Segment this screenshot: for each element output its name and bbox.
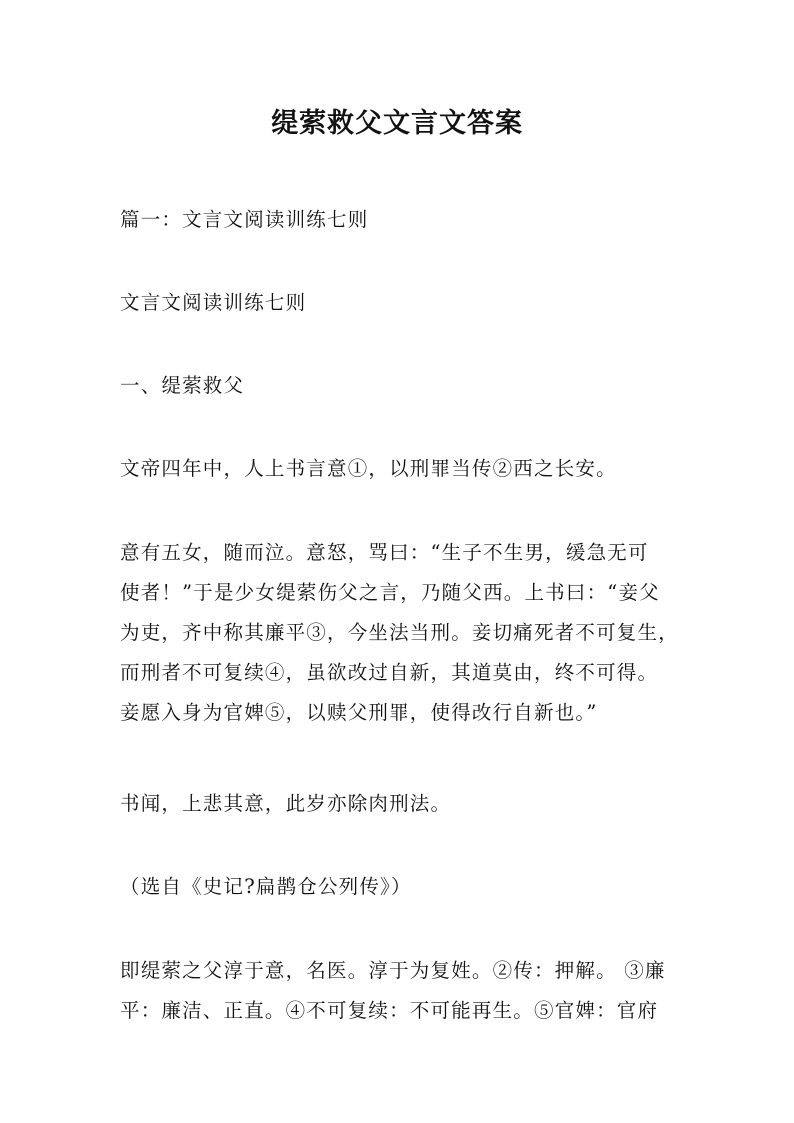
note-line: 平：廉洁、正直。④不可复续：不可能再生。⑤官婢：官府	[120, 999, 659, 1022]
notes-paragraph	[120, 951, 690, 1031]
subheading: 文言文阅读训练七则	[120, 291, 307, 314]
note-line: 即缇萦之父淳于意，名医。淳于为复姓。②传：押解。 ③廉	[120, 959, 666, 982]
paragraph-line: 使者！”于是少女缇萦伤父之言，乃随父西。上书曰：“妾父	[120, 581, 660, 604]
paragraph-line: 意有五女，随而泣。意怒，骂曰：“生子不生男，缓急无可	[120, 541, 649, 564]
paragraph-main	[120, 533, 690, 733]
source-citation: （选自《史记?扁鹊仓公列传》）	[120, 875, 412, 898]
paragraph-line: 书闻，上悲其意，此岁亦除肉刑法。	[120, 792, 452, 815]
paragraph-line: 文帝四年中，人上书言意①，以刑罪当传②西之长安。	[120, 457, 617, 480]
document-title: 缇萦救父文言文答案	[271, 108, 523, 139]
section-heading: 篇一：文言文阅读训练七则	[120, 208, 369, 231]
paragraph-line: 妾愿入身为官婢⑤，以赎父刑罪，使得改行自新也。”	[120, 701, 598, 724]
paragraph-line: 而刑者不可复续④，虽欲改过自新，其道莫由，终不可得。	[120, 661, 659, 684]
story-heading: 一、缇萦救父	[120, 374, 245, 397]
paragraph-line: 为吏，齐中称其廉平③，今坐法当刑。妾切痛死者不可复生，	[120, 621, 679, 644]
